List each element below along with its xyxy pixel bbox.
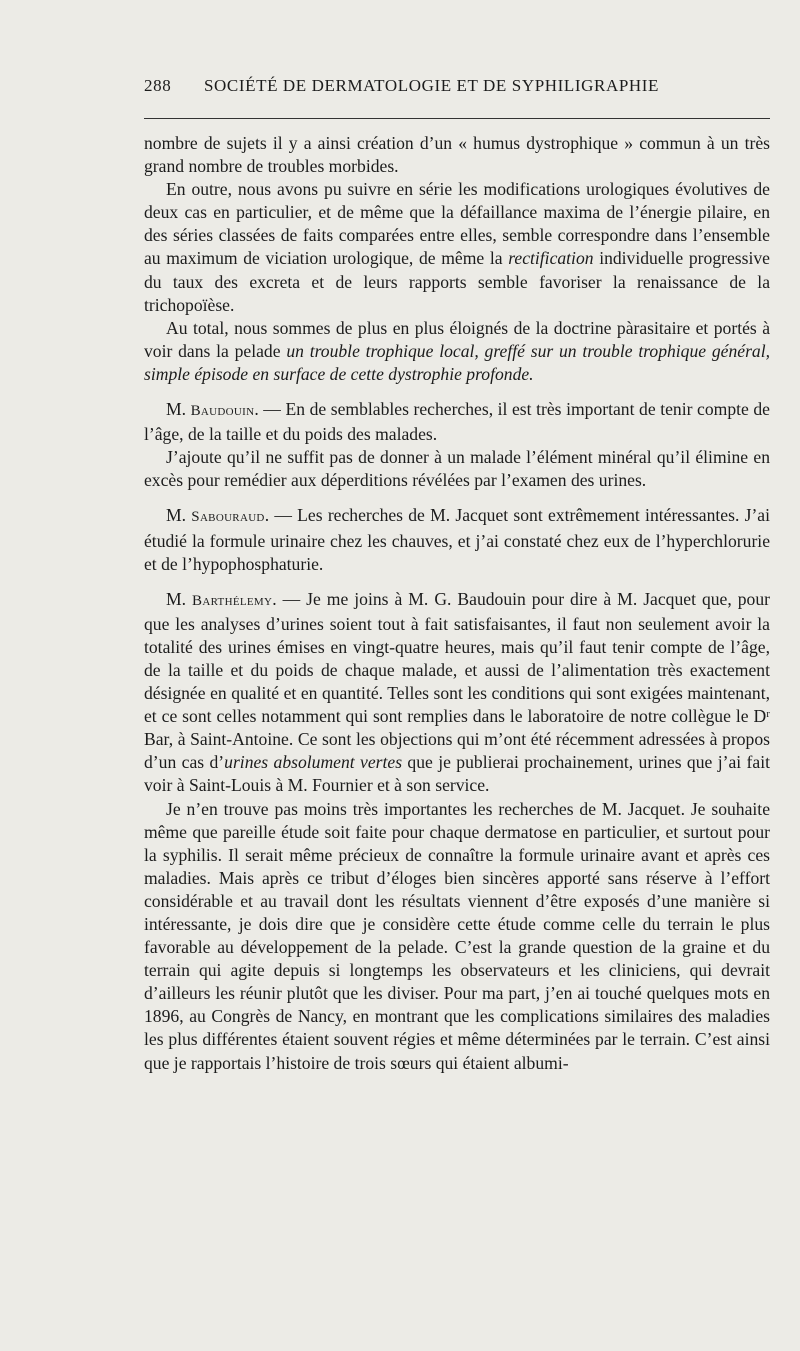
paragraph-text: J’ajoute qu’il ne suffit pas de donner à un malade l’élément minéral qu’il élimine en excès pour remédier aux déperditions révélées par l’examen des urines.: [144, 447, 770, 491]
body-text: [144, 132, 770, 1075]
paragraph-text: Je n’en trouve pas moins très importantes les recherches de M. Jacquet. Je souhaite même que pareille étude soit faite pour chaque dermatose en particulier, et surtout pour la syphilis. Il serait même précieux de connaître la formule urinaire avant et après ces maladies. Mais après ce tribut d’éloges bien sincères apporté sans réserve à l’effort considérable et au travail dont les résultats viennent d’être exposés d’une manière si intéressante, je dois dire que je considère cette étude comme celle du terrain le plus favorable au développement de la pelade. C’est la grande question de la graine et du terrain qui agite depuis si longtemps les observateurs et les cliniciens, qui devrait d’ailleurs les réunir plutôt que les diviser. Pour ma part, j’en ai touché quelques mots en 1896, au Congrès de Nancy, en montrant que les complications similaires des maladies les plus différentes étaient souvent régies et même déterminées par le terrain. C’est ainsi que je rapportais l’histoire de trois sœurs qui étaient albumi-: [144, 798, 770, 1073]
paragraph-text: . — Je me joins à M. G. Baudouin pour dire à M. Jacquet que, pour que les analyses d’urines soient tout à fait satisfaisantes, il faut non seulement avoir la totalité des urines émises en vingt-quatre heures, mais qu’il faut tenir compte de l’âge, de la taille et du poids de chaque malade, et aussi de l’alimentation très exactement désignée en qualité et en quantité. Telles sont les conditions qui sont exigées maintenant, et ce sont celles notamment qui sont remplies dans le laboratoire de notre collègue le Dʳ Bar, à Saint-Antoine. Ce sont les objections qui m’ont été récemment adressées à propos d’un cas d’: [144, 588, 770, 773]
paragraph-text: nombre de sujets il y a ainsi création d’un « humus dystrophique » commun à un très grand nombre de troubles morbides.: [144, 133, 770, 177]
paragraph-text: individuelle progressive du taux des excreta et de leurs rapports semble favoriser la renaissance de la trichopoïèse.: [144, 248, 770, 315]
paragraph-text: En outre, nous avons pu suivre en série les modifications urologiques évolutives de deux cas en particulier, et de même que la défaillance maxima de l’énergie pilaire, en des séries classées de faits comparées entre elles, semble correspondre dans l’ensemble au maximum de viciation urologique, de même la: [144, 179, 770, 269]
paragraph-text: . — En de semblables recherches, il est très important de tenir compte de l’âge, de la taille et du poids des malades.: [144, 399, 770, 445]
speaker-prefix: M.: [166, 588, 193, 609]
header-rule: [144, 118, 770, 119]
paragraph-baudouin: [144, 398, 770, 446]
paragraph-barthelemy-2: [144, 798, 770, 1075]
speaker-name: Sabouraud: [191, 509, 265, 526]
italic-phrase: urines absolument vertes: [224, 752, 403, 773]
speaker-prefix: M.: [166, 399, 191, 420]
italic-phrase: un trouble trophique local, greffé sur un trouble trophique général, simple épisode en surface de cette dystrophie profonde.: [144, 340, 771, 384]
paragraph-sabouraud: [144, 504, 770, 575]
speaker-name: Baudouin: [190, 403, 255, 420]
page-number: 288: [144, 76, 172, 95]
paragraph-text: Au total, nous sommes de plus en plus éloignés de la doctrine pàrasitaire et portés à voir dans la pelade: [144, 317, 770, 361]
paragraph-text: que je publierai prochainement, urines que j’ai fait voir à Saint-Louis à M. Fournier et à son service.: [144, 752, 770, 796]
paragraph-conclusion: [144, 317, 770, 386]
paragraph-text: . — Les recherches de M. Jacquet sont extrêmement intéressantes. J’ai étudié la formule urinaire chez les chauves, et j’ai constaté chez eux de l’hyperchlorurie et de l’hypophosphaturie.: [144, 505, 770, 574]
speaker-name: Barthélemy: [192, 592, 273, 609]
paragraph-urology: [144, 178, 770, 317]
paragraph-baudouin-2: [144, 446, 770, 492]
paragraph-continuation: [144, 132, 770, 178]
speaker-prefix: M.: [166, 505, 192, 526]
paragraph-barthelemy: [144, 588, 770, 798]
italic-term: rectification: [508, 248, 594, 269]
running-head: SOCIÉTÉ DE DERMATOLOGIE ET DE SYPHILIGRAPHIE: [204, 76, 660, 95]
